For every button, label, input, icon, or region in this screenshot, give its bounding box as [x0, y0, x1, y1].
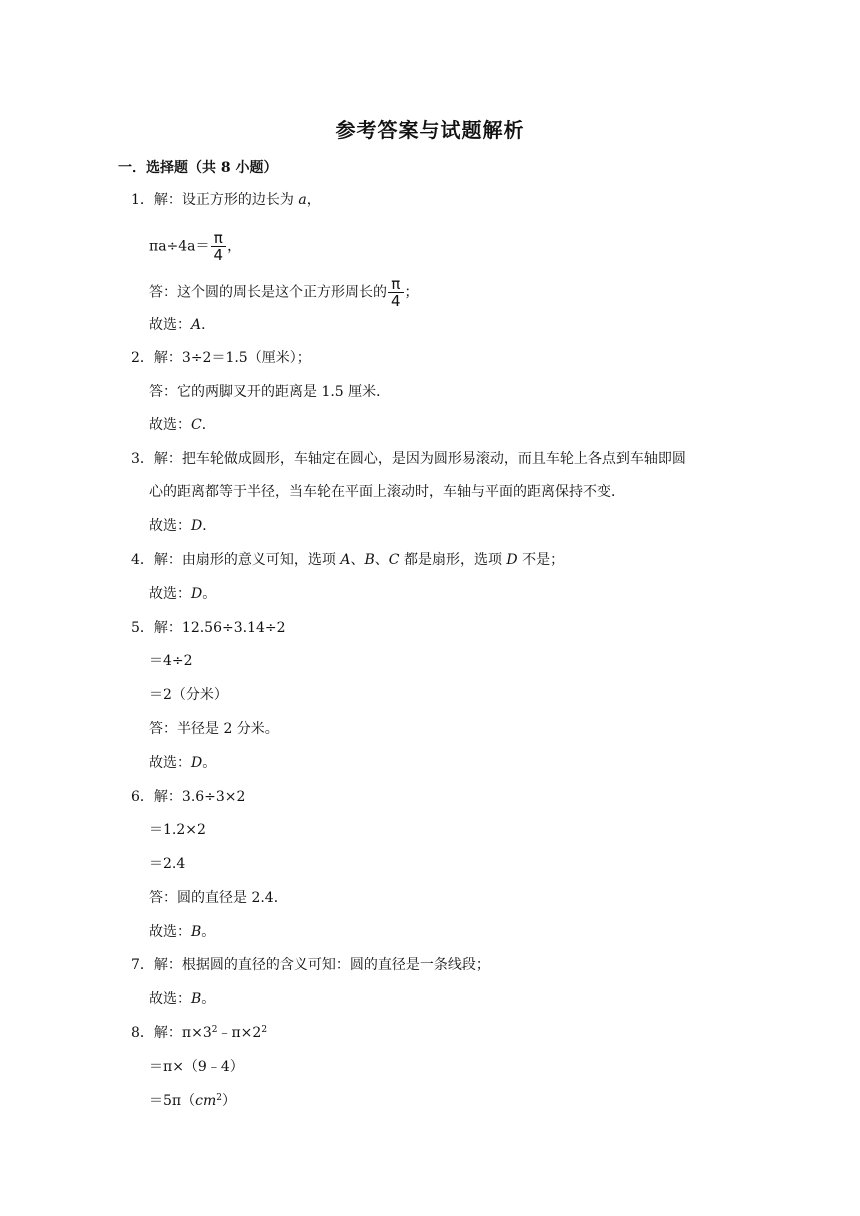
q1-answer-fraction: $\frac{\pi}{4}$ — [388, 276, 404, 309]
q1-choice: 故选：A． — [149, 317, 216, 333]
q1-calculation: πa÷4a＝ $\frac{\pi}{4}$ ， — [149, 229, 242, 264]
q6-step-1: ＝1.2×2 — [149, 822, 206, 838]
q2-answer: 答：它的两脚叉开的距离是 1.5 厘米． — [149, 384, 391, 400]
q1-fraction: $\frac{\pi}{4}$ — [211, 230, 227, 263]
page-title: 参考答案与试题解析 — [335, 118, 525, 142]
q3-solution-line: 3．解：把车轮做成圆形，车轴定在圆心，是因为圆形易滚动，而且车轮上各点到车轴即圆 — [131, 451, 686, 467]
section-heading: 一．选择题（共 8 小题） — [118, 160, 278, 176]
q3-choice: 故选：D． — [149, 518, 217, 534]
q1-solution-line: 1．解：设正方形的边长为 a， — [131, 192, 321, 208]
q5-solution-line: 5．解：12.56÷3.14÷2 — [131, 620, 286, 636]
q7-choice: 故选：B。 — [149, 991, 216, 1007]
q6-solution-line: 6．解：3.6÷3×2 — [131, 789, 246, 805]
q8-step-2: $=5\pi(cm^2)$ — [149, 1093, 236, 1109]
q4-choice: 故选：D。 — [149, 586, 217, 602]
q5-step-1: ＝4÷2 — [149, 653, 193, 669]
q6-answer: 答：圆的直径是 2.4． — [149, 890, 288, 906]
q1-answer: 答：这个圆的周长是这个正方形周长的 $\frac{\pi}{4}$ ； — [149, 275, 419, 310]
q6-step-2: ＝2.4 — [149, 856, 186, 872]
q8-step-1: ＝π×（9﹣4） — [149, 1059, 244, 1075]
q5-answer: 答：半径是 2 分米。 — [149, 721, 279, 737]
q5-choice: 故选：D。 — [149, 755, 217, 771]
q7-solution-line: 7．解：根据圆的直径的含义可知：圆的直径是一条线段； — [131, 957, 490, 973]
q1-variable-a: a — [298, 192, 307, 208]
q2-solution-line: 2．解：3÷2＝1.5（厘米）； — [131, 350, 311, 366]
q4-solution-line: 4．解：由扇形的意义可知，选项 A、B、C 都是扇形，选项 D 不是； — [131, 552, 565, 568]
q3-solution-line-2: 心的距离都等于半径，当车轮在平面上滚动时，车轴与平面的距离保持不变． — [149, 484, 625, 500]
q6-choice: 故选：B。 — [149, 924, 216, 940]
q8-solution-line: 8．解：$\pi\times 3^2﹣\pi\times 2^2$ — [131, 1025, 268, 1041]
q2-choice: 故选：C． — [149, 417, 216, 433]
q5-step-2: ＝2（分米） — [149, 687, 228, 703]
